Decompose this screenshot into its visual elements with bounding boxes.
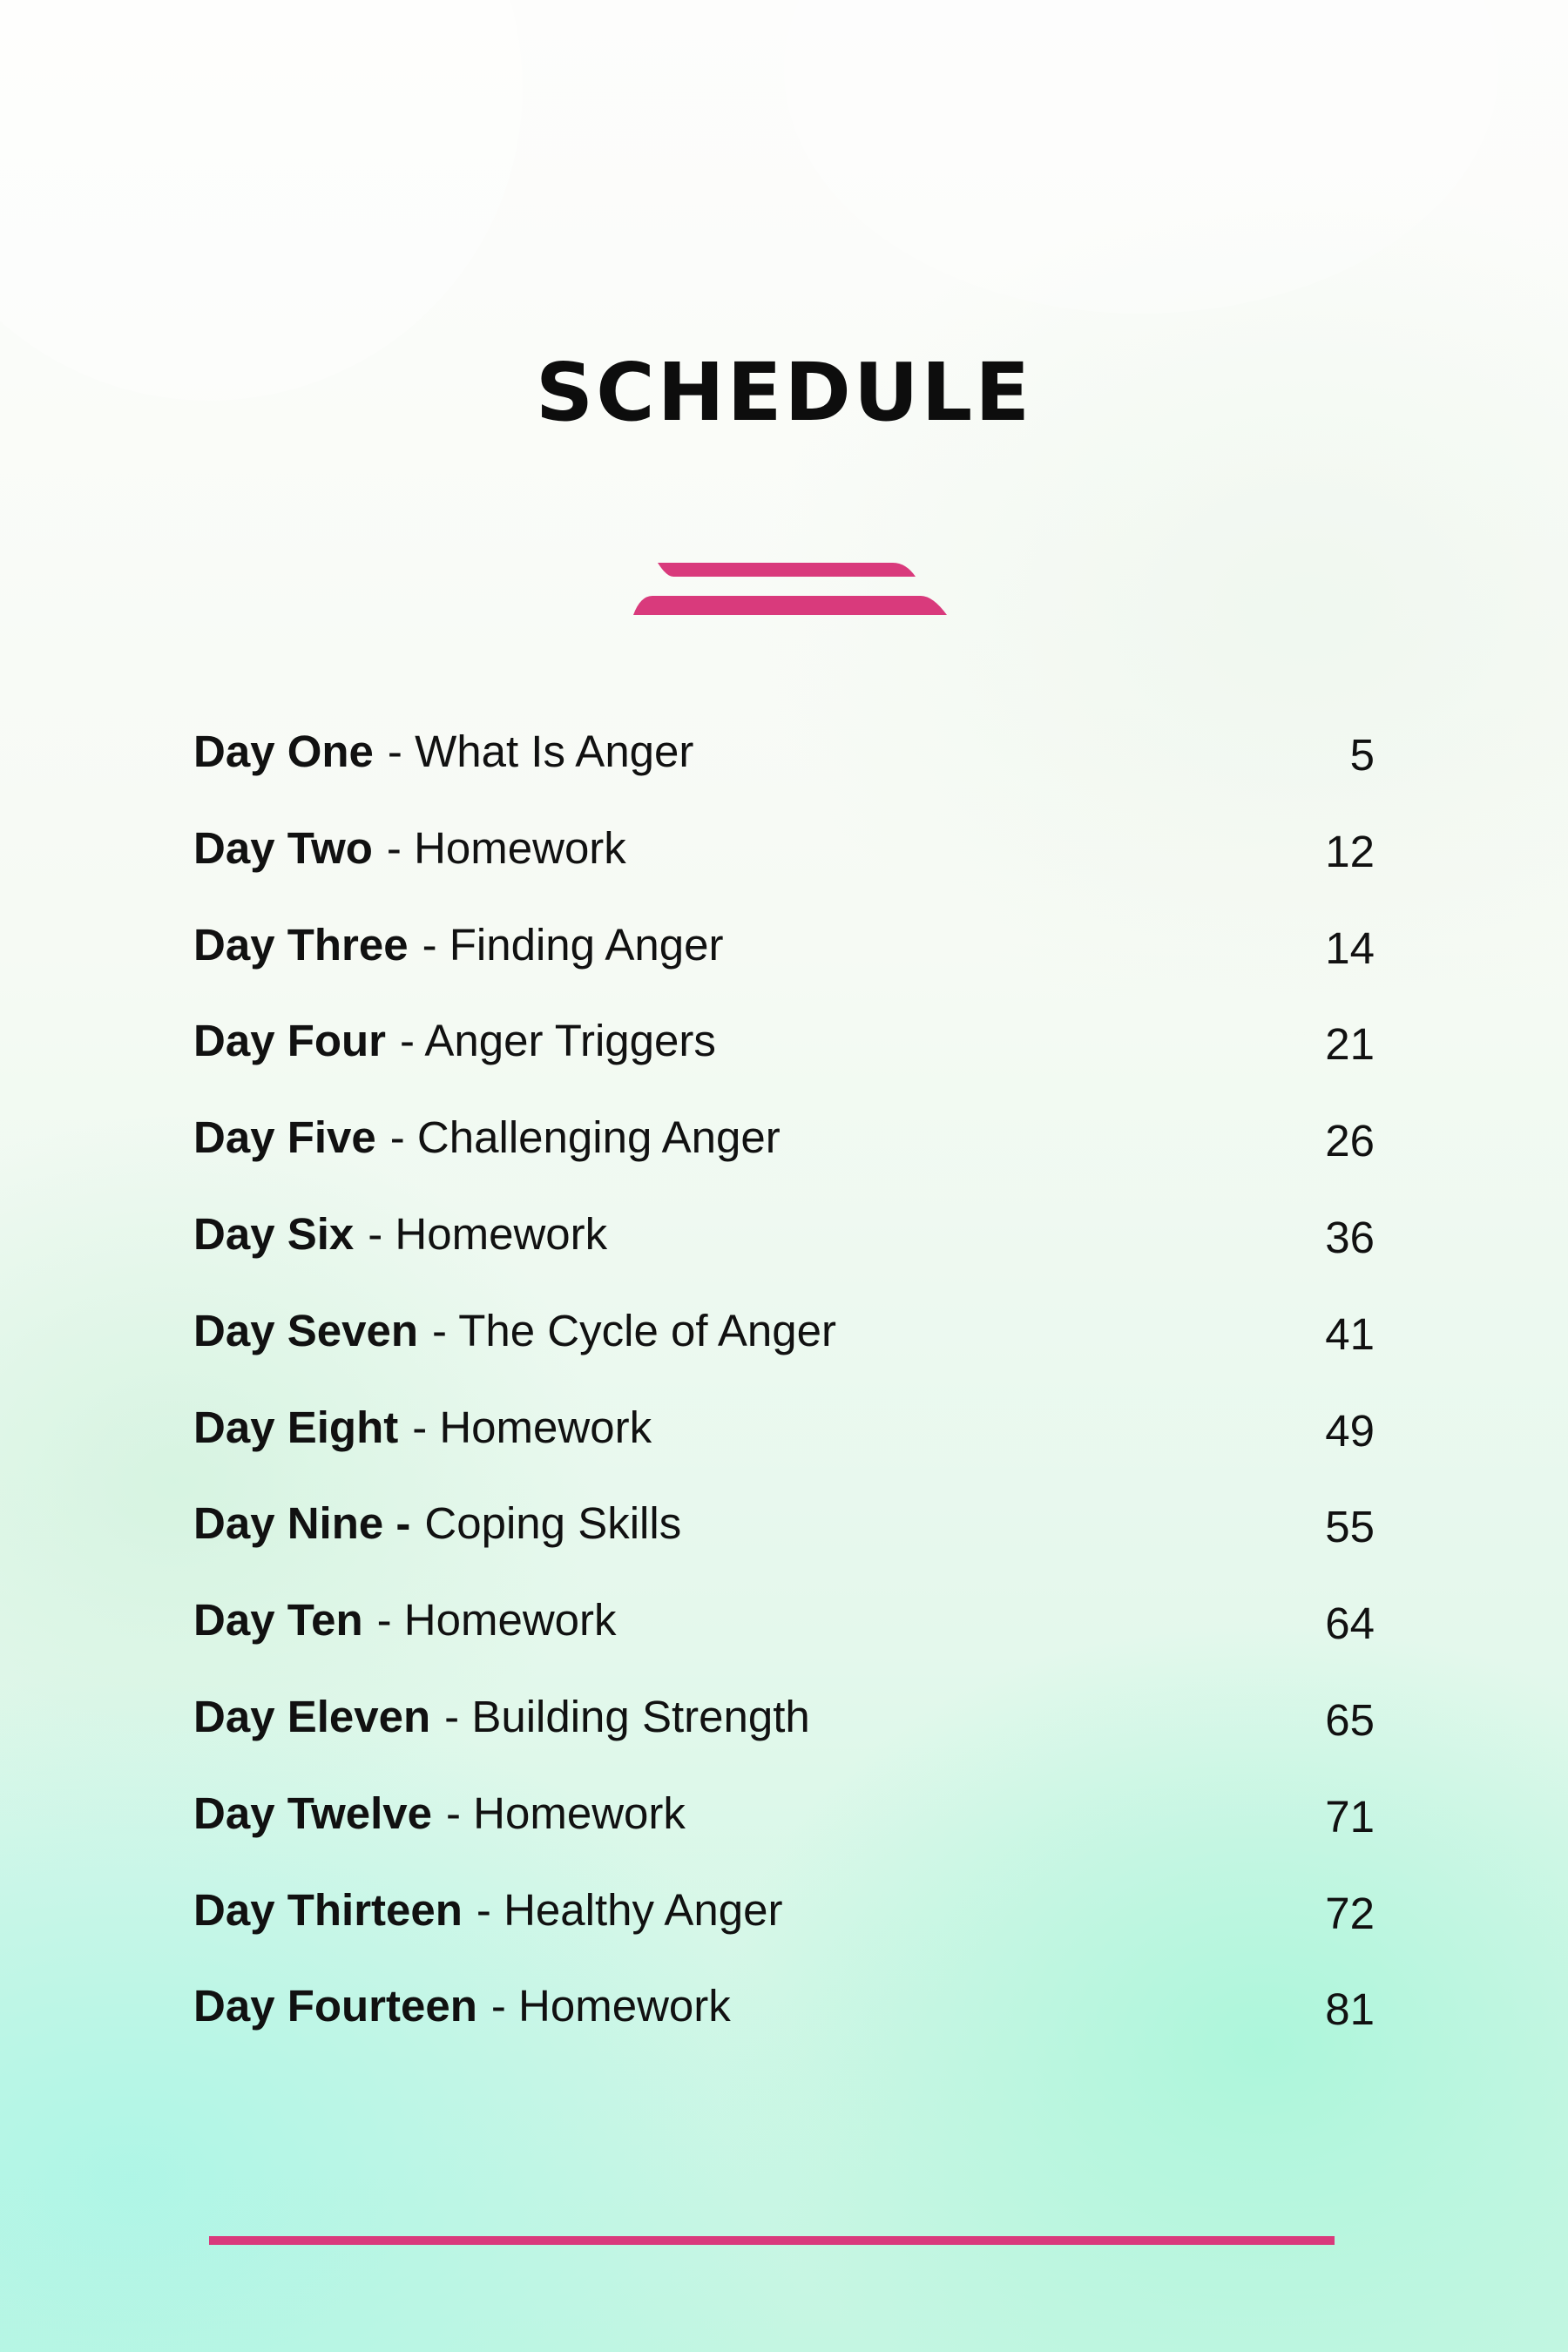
toc-page-number: 12 bbox=[1325, 826, 1375, 876]
toc-entry bbox=[193, 914, 723, 977]
background-circle bbox=[0, 0, 523, 401]
toc-entry bbox=[193, 1106, 781, 1169]
toc-page-number: 14 bbox=[1325, 923, 1375, 973]
toc-topic: - The Cycle of Anger bbox=[432, 1305, 836, 1355]
toc-topic: - Homework bbox=[386, 822, 626, 873]
toc-row bbox=[193, 1686, 1375, 1782]
toc-row bbox=[193, 1492, 1375, 1589]
toc-page-number: 36 bbox=[1325, 1212, 1375, 1262]
toc-page-number: 72 bbox=[1325, 1888, 1375, 1938]
toc-row bbox=[193, 914, 1375, 1010]
toc-topic: - Homework bbox=[412, 1402, 652, 1452]
toc-topic: - Challenging Anger bbox=[389, 1112, 781, 1163]
toc-entry bbox=[193, 1782, 686, 1845]
toc-page-number: 5 bbox=[1349, 730, 1375, 780]
toc-row bbox=[193, 1396, 1375, 1493]
toc-entry bbox=[193, 1879, 782, 1942]
toc-entry bbox=[193, 1686, 810, 1748]
toc-entry bbox=[193, 720, 693, 783]
toc-topic: Coping Skills bbox=[424, 1498, 682, 1549]
page-title: SCHEDULE bbox=[535, 346, 1033, 439]
toc-page-number: 49 bbox=[1325, 1405, 1375, 1456]
toc-row bbox=[193, 1782, 1375, 1879]
toc-row bbox=[193, 1975, 1375, 2072]
toc-day-label: Day Five bbox=[193, 1112, 376, 1163]
toc-topic: - What Is Anger bbox=[387, 727, 694, 776]
toc-day-label: Day One bbox=[193, 727, 374, 776]
toc-row bbox=[193, 1010, 1375, 1106]
toc-row bbox=[193, 817, 1375, 914]
toc-day-label: Day Two bbox=[193, 822, 373, 873]
toc-topic: - Anger Triggers bbox=[400, 1016, 716, 1066]
title-underline-mark bbox=[623, 558, 950, 618]
toc-topic: - Healthy Anger bbox=[476, 1884, 783, 1935]
toc-row bbox=[193, 1879, 1375, 1976]
toc-row bbox=[193, 1106, 1375, 1203]
toc-row bbox=[193, 1300, 1375, 1396]
toc-day-label: Day Nine - bbox=[193, 1498, 411, 1549]
toc-entry bbox=[193, 1010, 716, 1072]
toc-day-label: Day Seven bbox=[193, 1305, 418, 1355]
toc-entry bbox=[193, 1492, 681, 1555]
toc-row bbox=[193, 720, 1375, 817]
toc-day-label: Day Four bbox=[193, 1016, 387, 1066]
toc-topic: - Homework bbox=[368, 1208, 608, 1259]
toc-row bbox=[193, 1589, 1375, 1686]
toc-page-number: 81 bbox=[1325, 1984, 1375, 2035]
schedule-list bbox=[193, 720, 1375, 2072]
toc-day-label: Day Eleven bbox=[193, 1691, 431, 1741]
toc-day-label: Day Twelve bbox=[193, 1788, 433, 1838]
toc-row bbox=[193, 1203, 1375, 1300]
toc-day-label: Day Fourteen bbox=[193, 1981, 477, 2031]
toc-topic: - Homework bbox=[376, 1595, 617, 1646]
toc-page-number: 64 bbox=[1325, 1598, 1375, 1649]
toc-topic: - Homework bbox=[490, 1981, 731, 2031]
toc-page-number: 71 bbox=[1325, 1791, 1375, 1842]
toc-day-label: Day Eight bbox=[193, 1402, 399, 1452]
toc-page-number: 41 bbox=[1325, 1308, 1375, 1359]
toc-entry bbox=[193, 1975, 731, 2038]
toc-day-label: Day Three bbox=[193, 919, 409, 970]
toc-entry bbox=[193, 1300, 836, 1362]
background-circle bbox=[784, 0, 1498, 314]
toc-day-label: Day Ten bbox=[193, 1595, 363, 1646]
toc-day-label: Day Thirteen bbox=[193, 1884, 463, 1935]
toc-entry bbox=[193, 1396, 652, 1459]
bottom-divider bbox=[209, 2236, 1335, 2245]
toc-entry bbox=[193, 1589, 617, 1652]
toc-entry bbox=[193, 1203, 607, 1266]
toc-topic: - Homework bbox=[446, 1788, 686, 1838]
toc-topic: - Building Strength bbox=[444, 1691, 810, 1741]
toc-topic: - Finding Anger bbox=[422, 919, 724, 970]
toc-page-number: 55 bbox=[1325, 1502, 1375, 1552]
toc-page-number: 21 bbox=[1325, 1019, 1375, 1070]
toc-day-label: Day Six bbox=[193, 1208, 355, 1259]
toc-page-number: 65 bbox=[1325, 1694, 1375, 1745]
toc-page-number: 26 bbox=[1325, 1116, 1375, 1166]
toc-entry bbox=[193, 817, 626, 880]
